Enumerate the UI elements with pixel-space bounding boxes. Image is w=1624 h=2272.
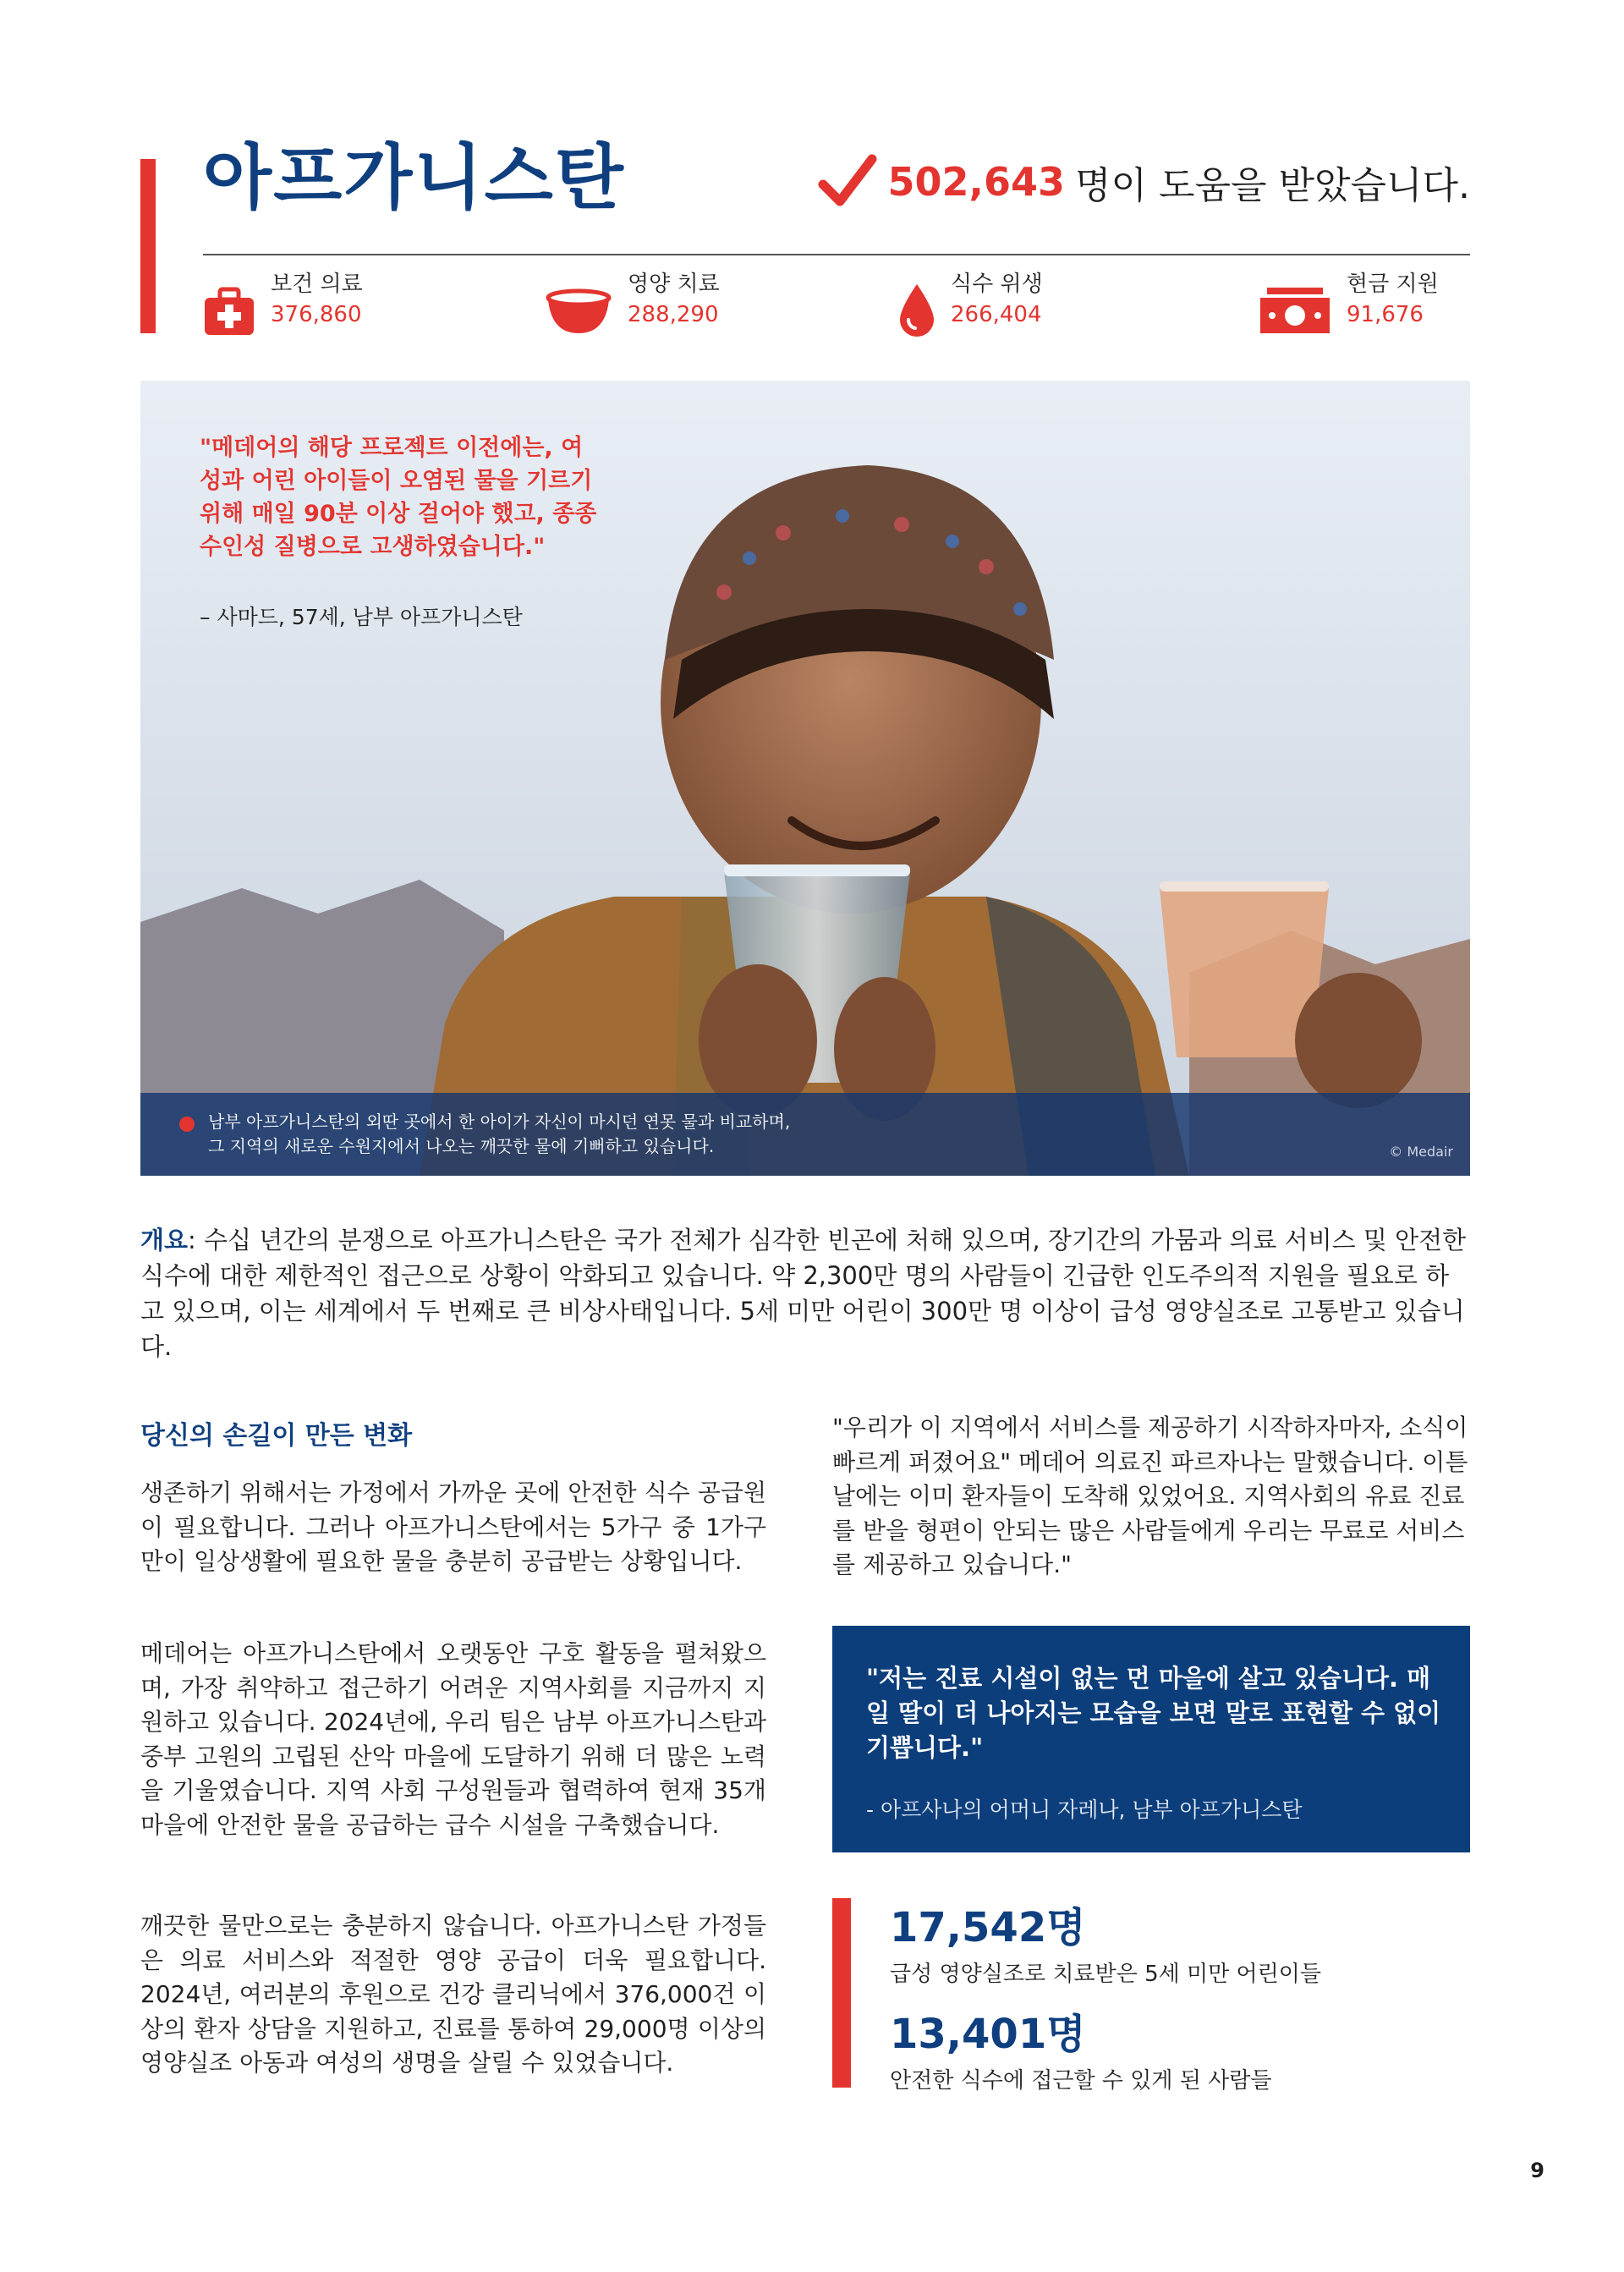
- stat-label: 영양 치료: [628, 272, 720, 297]
- page-title: 아프가니스탄: [203, 136, 625, 219]
- people-helped: [818, 152, 1470, 211]
- photo-caption: [208, 1110, 1138, 1159]
- stat-value: 376,860: [271, 301, 362, 327]
- body-paragraph-2: 메데어는 아프가니스탄에서 오랫동안 구호 활동을 펼쳐왔으며, 가장 취약하고 접근하기 어려운 지역사회를 지금까지 지원하고 있습니다. 2024년에, 우리 팀은 남부 아프가니스탄과 중부 고원의 고립된 산악 마을에 도달하기 위해 더 많은 노력을 기울였습니다. 지역 사회 구성원들과 협력하여 현재 35개 마을에 안전한 물을 공급하는 급수 시설을 구축했습니다.: [140, 1639, 766, 1839]
- stat-label: 식수 위생: [951, 272, 1043, 297]
- beneficiary-attribution: - 아프사나의 어머니 자레나, 남부 아프가니스탄: [866, 1797, 1303, 1822]
- stat-label: 현금 지원: [1347, 272, 1439, 297]
- overview-paragraph: [140, 1222, 1470, 1364]
- stat-value: 266,404: [951, 301, 1042, 327]
- highlight-text: 안전한 식수에 접근할 수 있게 된 사람들: [890, 2068, 1272, 2094]
- stat-nutrition: [545, 271, 720, 338]
- caption-line: 그 지역의 새로운 수원지에서 나오는 깨끗한 물에 기뻐하고 있습니다.: [208, 1136, 715, 1156]
- beneficiary-quote-box: [832, 1626, 1470, 1852]
- highlight-water-access: [890, 2001, 1271, 2094]
- photo-quote: "메데어의 해당 프로젝트 이전에는, 여성과 어린 아이들이 오염된 물을 기르기 위해 매일 90분 이상 걸어야 했고, 종종 수인성 질병으로 고생하였습니다.": [200, 435, 597, 561]
- water-drop-icon: [898, 283, 935, 338]
- stat-water: [898, 271, 1043, 338]
- staff-quote: "우리가 이 지역에서 서비스를 제공하기 시작하자마자, 소식이 빠르게 퍼졌어요" 메데어 의료진 파르자나는 말했습니다. 이튿날에는 이미 환자들이 도착해 있었어요. 지역사회의 유료 진료를 받을 형편이 안되는 많은 사람들에게 우리는 무료로 서비스를 제공하고 있습니다.": [832, 1413, 1468, 1579]
- photo-caption-band: [140, 1093, 1470, 1176]
- bullet-dot-icon: [179, 1117, 195, 1132]
- cash-icon: [1259, 286, 1331, 337]
- page-number: 9: [1530, 2159, 1544, 2182]
- overview-label: 개요: [140, 1226, 189, 1254]
- bowl-icon: [545, 286, 612, 338]
- stat-health: [203, 271, 363, 338]
- checkmark-icon: [818, 152, 877, 211]
- medical-kit-icon: [203, 286, 255, 338]
- people-helped-number: 502,643: [887, 159, 1065, 205]
- people-helped-text: 명이 도움을 받았습니다.: [1075, 164, 1470, 207]
- highlight-accent-bar: [832, 1898, 851, 2088]
- stat-label: 보건 의료: [271, 272, 363, 297]
- overview-text: : 수십 년간의 분쟁으로 아프가니스탄은 국가 전체가 심각한 빈곤에 처해 있으며, 장기간의 가뭄과 의료 서비스 및 안전한 식수에 대한 제한적인 접근으로 상황이 악화되고 있습니다. 약 2,300만 명의 사람들이 긴급한 인도주의적 지원을 필요로 하고 있으며, 이는 세계에서 두 번째로 큰 비상사태입니다. 5세 미만 어린이 300만 명 이상이 급성 영양실조로 고통받고 있습니다.: [140, 1226, 1467, 1362]
- hero-photo: [140, 381, 1470, 1176]
- beneficiary-quote: "저는 진료 시설이 없는 먼 마을에 살고 있습니다. 매일 딸이 더 나아지는 모습을 보면 말로 표현할 수 없이 기쁩니다.": [866, 1664, 1441, 1763]
- stat-value: 91,676: [1347, 301, 1424, 327]
- highlight-text: 급성 영양실조로 치료받은 5세 미만 어린이들: [890, 1962, 1321, 1987]
- caption-line: 남부 아프가니스탄의 외딴 곳에서 한 아이가 자신이 마시던 연못 물과 비교하며,: [208, 1111, 791, 1132]
- header-accent-bar: [140, 159, 156, 333]
- stat-cash: [1259, 271, 1439, 337]
- photo-credit: © Medair: [1389, 1144, 1453, 1160]
- header-divider: [203, 254, 1470, 255]
- body-paragraph-1: 생존하기 위해서는 가정에서 가까운 곳에 안전한 식수 공급원이 필요합니다. 그러나 아프가니스탄에서는 5가구 중 1가구만이 일상생활에 필요한 물을 충분히 공급받는 상황입니다.: [140, 1479, 766, 1576]
- body-paragraph-3: 깨끗한 물만으로는 충분하지 않습니다. 아프가니스탄 가정들은 의료 서비스와 적절한 영양 공급이 더욱 필요합니다. 2024년, 여러분의 후원으로 건강 클리닉에서 376,000건 이상의 환자 상담을 지원하고, 진료를 통하여 29,000명 이상의 영양실조 아동과 여성의 생명을 살릴 수 있었습니다.: [140, 1912, 766, 2077]
- section-heading: 당신의 손길이 만든 변화: [140, 1421, 413, 1451]
- highlight-number: 17,542명: [890, 1904, 1086, 1951]
- photo-quote-attribution: – 사마드, 57세, 남부 아프가니스탄: [200, 605, 523, 629]
- stat-value: 288,290: [628, 301, 719, 327]
- highlight-children: [890, 1895, 1321, 1988]
- highlight-number: 13,401명: [890, 2011, 1086, 2058]
